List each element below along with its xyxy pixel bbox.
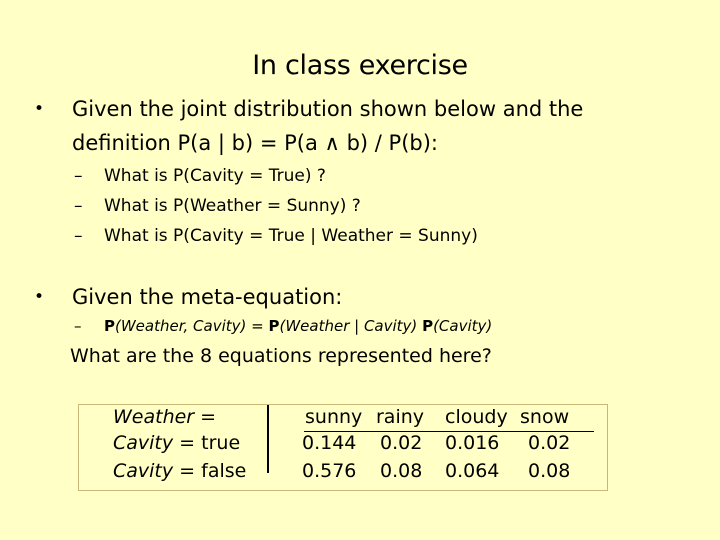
equation-args: (Weather, Cavity)	[115, 317, 247, 335]
dash-icon: –	[74, 317, 82, 335]
bullet-text-line2: definition P(a | b) = P(a ∧ b) / P(b):	[72, 131, 438, 155]
table-cell: 0.144	[302, 432, 357, 454]
question-text: What are the 8 equations represented here?	[70, 345, 492, 367]
bullet-text: Given the meta-equation:	[72, 285, 343, 309]
table-cell: 0.064	[445, 460, 500, 482]
meta-equation	[104, 317, 492, 335]
bullet-icon: •	[34, 287, 45, 307]
row-label-var: Cavity	[113, 460, 174, 482]
equation-equals: =	[246, 317, 269, 335]
table-row-label	[113, 460, 246, 482]
row-label-val: = true	[173, 432, 241, 454]
table-cell: 0.08	[380, 460, 423, 482]
table-cell: 0.02	[380, 432, 423, 454]
sub-item-text: What is P(Cavity = True) ?	[104, 166, 326, 186]
equation-p: P	[104, 317, 115, 335]
bullet-icon: •	[34, 99, 45, 119]
slide-title: In class exercise	[252, 50, 468, 81]
table-row-label	[113, 432, 240, 454]
table-weather-label: Weather =	[113, 406, 217, 428]
row-label-var: Cavity	[113, 432, 174, 454]
equation-p: P	[268, 317, 280, 335]
dash-icon: –	[74, 196, 83, 216]
bullet-text-line1: Given the joint distribution shown below and the	[72, 97, 584, 121]
row-label-val: = false	[173, 460, 247, 482]
table-cell: 0.02	[528, 432, 571, 454]
equation-args: (Cavity)	[433, 317, 493, 335]
equation-p: P	[422, 317, 434, 335]
table-col-header: cloudy	[445, 406, 508, 428]
table-cell: 0.016	[445, 432, 500, 454]
table-col-header: rainy	[376, 406, 425, 428]
equation-args: (Weather | Cavity)	[279, 317, 423, 335]
table-cell: 0.08	[528, 460, 571, 482]
sub-item-text: What is P(Weather = Sunny) ?	[104, 196, 361, 216]
table-cell: 0.576	[302, 460, 357, 482]
table-col-header: snow	[520, 406, 570, 428]
table-col-header: sunny	[305, 406, 363, 428]
table-vertical-divider	[267, 405, 269, 473]
dash-icon: –	[74, 166, 83, 186]
dash-icon: –	[74, 226, 83, 246]
sub-item-text: What is P(Cavity = True | Weather = Sunny)	[104, 226, 478, 246]
